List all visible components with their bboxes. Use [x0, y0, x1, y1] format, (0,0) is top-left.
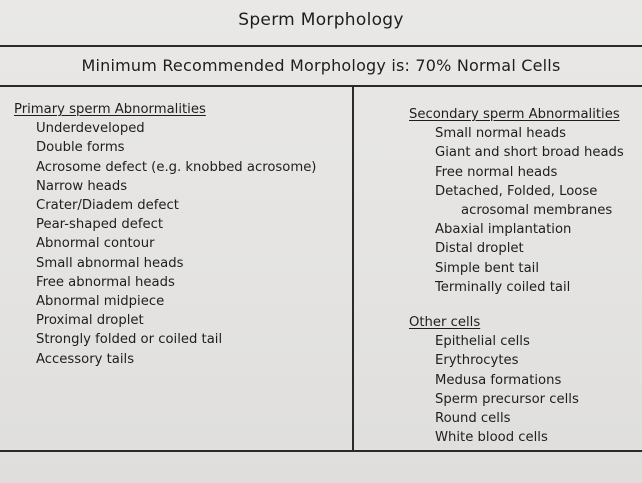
- list-item: White blood cells: [435, 430, 548, 446]
- primary-heading: Primary sperm Abnormalities: [14, 102, 206, 117]
- list-item: Crater/Diadem defect: [36, 198, 179, 214]
- list-item: Abnormal midpiece: [36, 294, 165, 310]
- list-item: Strongly folded or coiled tail: [36, 332, 223, 348]
- other-cells-list: [409, 332, 639, 447]
- section-gap: [409, 297, 639, 313]
- header-rule: [0, 85, 642, 87]
- list-item: Narrow heads: [36, 178, 128, 194]
- list-item: Simple bent tail: [435, 260, 540, 276]
- list-item: Medusa formations: [435, 372, 562, 388]
- list-item: Small abnormal heads: [36, 255, 184, 271]
- list-item: Round cells: [435, 411, 511, 427]
- list-item: Erythrocytes: [435, 353, 519, 369]
- secondary-heading: Secondary sperm Abnormalities: [409, 107, 620, 122]
- list-item: Sperm precursor cells: [435, 391, 579, 407]
- list-item: Distal droplet: [435, 241, 524, 257]
- minimum-morphology-statement: Minimum Recommended Morphology is: 70% Normal Cells: [81, 56, 561, 75]
- other-cells-heading: Other cells: [409, 315, 481, 331]
- list-item: Epithelial cells: [435, 334, 530, 350]
- list-item: Proximal droplet: [36, 313, 144, 329]
- list-item: Free normal heads: [435, 164, 558, 180]
- list-item: Double forms: [36, 140, 125, 156]
- list-item: Underdeveloped: [36, 121, 145, 137]
- list-item-continuation: acrosomal membranes: [461, 203, 613, 219]
- secondary-list: [409, 124, 639, 297]
- top-rule: [0, 45, 642, 47]
- list-item: Free abnormal heads: [36, 274, 175, 290]
- document-title: Sperm Morphology: [238, 10, 404, 30]
- column-divider: [352, 86, 354, 450]
- list-item: Detached, Folded, Loose: [435, 183, 598, 199]
- list-item: Acrosome defect (e.g. knobbed acrosome): [36, 159, 317, 175]
- list-item: Terminally coiled tail: [435, 279, 571, 295]
- primary-list: [14, 119, 344, 369]
- list-item: Abnormal contour: [36, 236, 155, 252]
- list-item: Accessory tails: [36, 351, 135, 367]
- secondary-abnormalities-column: [409, 105, 639, 447]
- bottom-rule: [0, 450, 642, 452]
- list-item: Small normal heads: [435, 126, 567, 142]
- list-item: Abaxial implantation: [435, 222, 572, 238]
- primary-abnormalities-column: [14, 100, 344, 369]
- list-item: Giant and short broad heads: [435, 145, 624, 161]
- list-item: Pear-shaped defect: [36, 217, 164, 233]
